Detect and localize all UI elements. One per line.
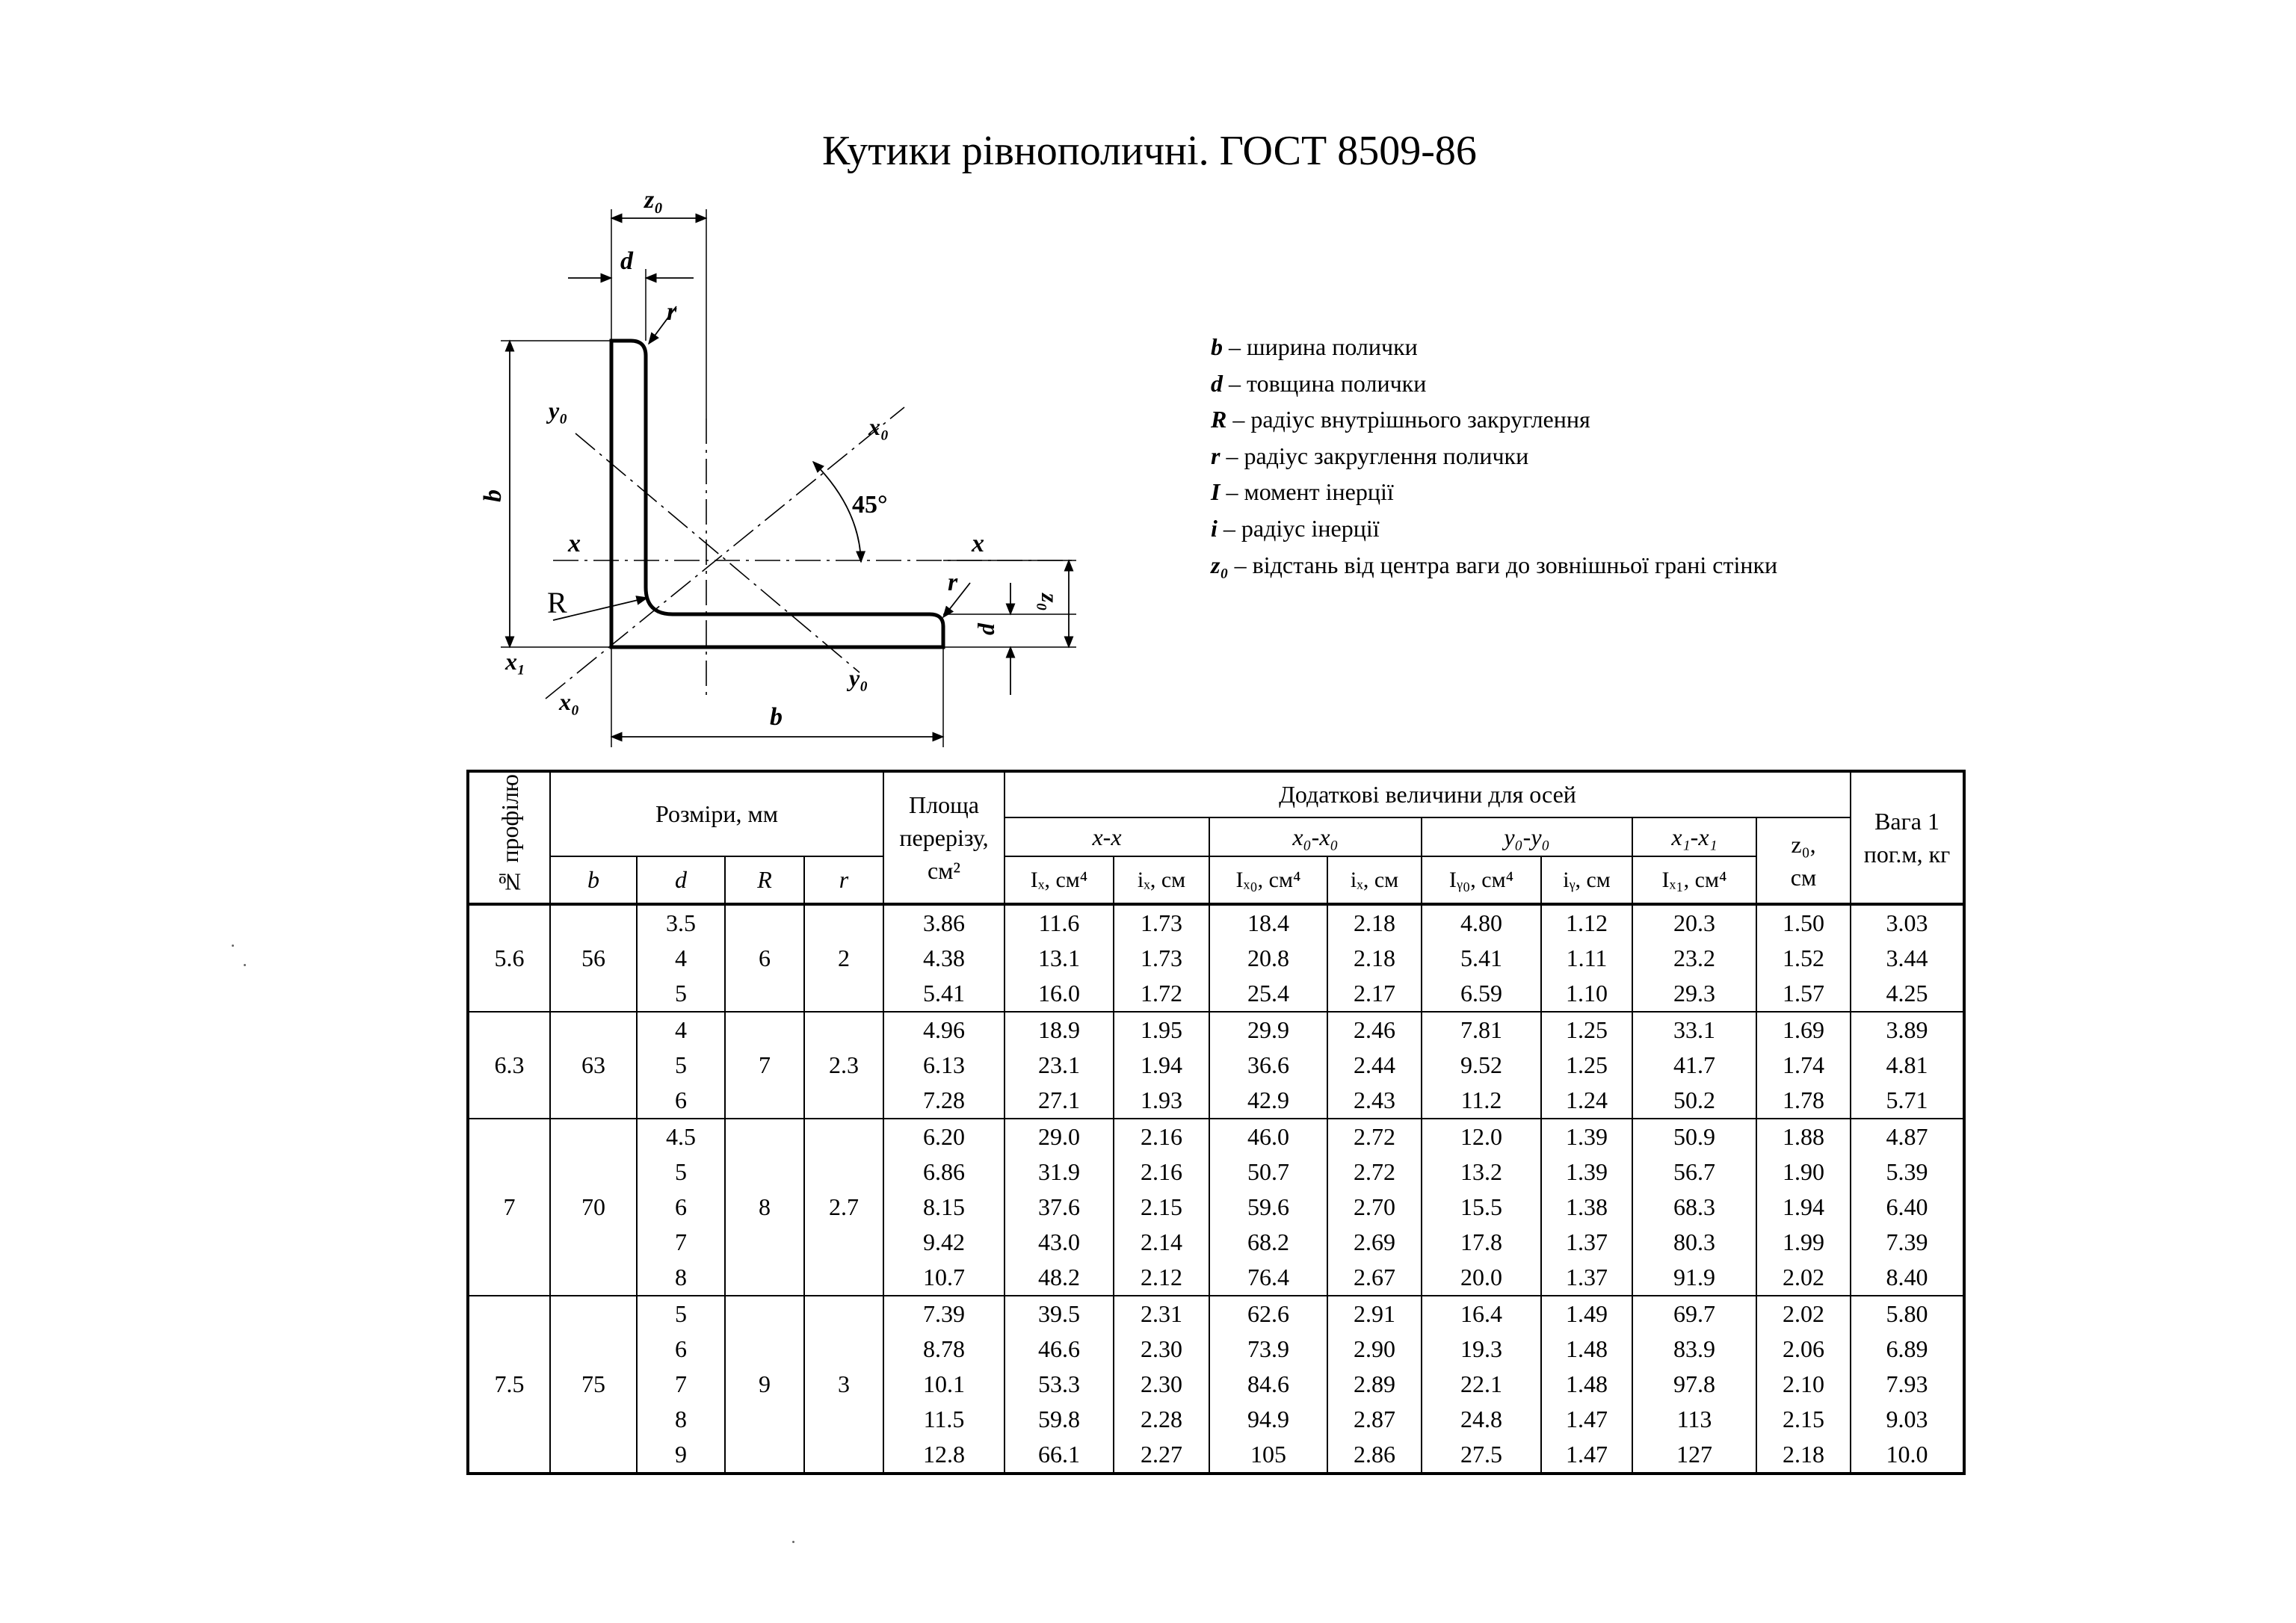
header-b: b (550, 856, 637, 904)
header-z0: z₀, см (1756, 817, 1851, 904)
thickness-values (637, 1296, 725, 1474)
table-cell: 20.8 (1247, 945, 1289, 971)
table-cell: 2.86 (1354, 1441, 1395, 1468)
axis-y0-line (575, 433, 860, 673)
table-cell: 1.39 (1566, 1158, 1608, 1185)
table-cell: 4.80 (1460, 909, 1502, 936)
table-cell: 5.41 (1460, 945, 1502, 971)
table-cell: 15.5 (1460, 1193, 1502, 1220)
table-cell: 2.90 (1354, 1335, 1395, 1362)
legend-item: b – ширина полички (1211, 333, 1418, 360)
table-cell: 46.0 (1247, 1123, 1289, 1150)
table-cell: 2.18 (1783, 1441, 1824, 1468)
ix-values (1114, 1012, 1209, 1119)
table-cell: 5 (675, 1158, 687, 1185)
table-cell: 7.81 (1460, 1016, 1502, 1043)
label-z0-top: z₀ (644, 186, 664, 214)
header-r: r (804, 856, 883, 904)
table-row (468, 904, 1964, 1012)
header-dimensions: Розміри, мм (550, 771, 883, 856)
table-cell: 11.2 (1460, 1086, 1502, 1113)
Ix-values (1004, 1119, 1114, 1296)
label-b-left: b (479, 489, 507, 502)
table-cell: 1.39 (1566, 1123, 1608, 1150)
table-cell: 1.78 (1783, 1086, 1824, 1113)
table-cell: 2.16 (1141, 1123, 1182, 1150)
table-cell: 4 (675, 1016, 687, 1043)
table-cell: 1.57 (1783, 980, 1824, 1007)
table-cell: 16.4 (1460, 1300, 1502, 1327)
table-cell: 7.28 (923, 1086, 965, 1113)
table-cell: 50.7 (1247, 1158, 1289, 1185)
Ix-values (1004, 1296, 1114, 1474)
Ix0-values (1209, 904, 1327, 1012)
label-r-bottom: r (948, 569, 958, 596)
label-b-bottom: b (770, 703, 783, 731)
table-row (468, 1012, 1964, 1119)
table-cell: 22.1 (1460, 1370, 1502, 1397)
table-cell: 59.8 (1038, 1406, 1080, 1432)
Ix1-values (1632, 1012, 1756, 1119)
table-cell: 1.69 (1783, 1016, 1824, 1043)
table-cell: 7.39 (1886, 1228, 1928, 1255)
table-cell: 9.52 (1460, 1051, 1502, 1078)
weight-values (1851, 1012, 1964, 1119)
iy-values (1541, 1012, 1632, 1119)
header-axis-x0x0: x₀-x₀ (1209, 817, 1422, 856)
table-cell: 8.15 (923, 1193, 965, 1220)
table-row (468, 1119, 1964, 1296)
table-cell: 4.96 (923, 1016, 965, 1043)
table-cell: 3.03 (1886, 909, 1928, 936)
table-cell: 9 (675, 1441, 687, 1468)
table-cell: 6 (675, 1086, 687, 1113)
header-ix0: iₓ, см (1327, 856, 1422, 904)
header-ix: iₓ, см (1114, 856, 1209, 904)
label-z0-right: z₀ (1037, 593, 1064, 611)
label-d-right: d (972, 623, 999, 635)
table-cell: 39.5 (1038, 1300, 1080, 1327)
inner-radius: 7 (725, 1012, 804, 1119)
table-cell: 83.9 (1673, 1335, 1715, 1362)
table-cell: 23.2 (1673, 945, 1715, 971)
angle-properties-table (466, 770, 1966, 1475)
table-cell: 43.0 (1038, 1228, 1080, 1255)
table-cell: 36.6 (1247, 1051, 1289, 1078)
table-cell: 66.1 (1038, 1441, 1080, 1468)
table-cell: 2.06 (1783, 1335, 1824, 1362)
table-cell: 4.5 (666, 1123, 696, 1150)
table-cell: 2.72 (1354, 1158, 1395, 1185)
header-Iy0: Iᵧ₀, см⁴ (1422, 856, 1541, 904)
table-cell: 5 (675, 1300, 687, 1327)
table-cell: 10.1 (923, 1370, 965, 1397)
table-cell: 11.6 (1038, 909, 1080, 936)
legend-item: R – радіус внутрішнього закруглення (1211, 406, 1590, 433)
table-cell: 2.10 (1783, 1370, 1824, 1397)
table-cell: 7.93 (1886, 1370, 1928, 1397)
table-cell: 1.48 (1566, 1335, 1608, 1362)
table-cell: 6.89 (1886, 1335, 1928, 1362)
angle-profile-outline (611, 341, 943, 647)
table-cell: 3.5 (666, 909, 696, 936)
label-x1: x₁ (505, 648, 526, 675)
page-title: Кутики рівнополичні. ГОСТ 8509-86 (822, 128, 1477, 174)
table-cell: 94.9 (1247, 1406, 1289, 1432)
label-r-top: r (667, 298, 677, 326)
table-cell: 1.93 (1141, 1086, 1182, 1113)
ix-values (1114, 1119, 1209, 1296)
table-cell: 2.02 (1783, 1264, 1824, 1290)
table-cell: 1.50 (1783, 909, 1824, 936)
thickness-values (637, 1012, 725, 1119)
label-y0-bottom: y₀ (849, 664, 868, 691)
scan-speck (792, 1541, 794, 1543)
table-cell: 6.59 (1460, 980, 1502, 1007)
table-cell: 53.3 (1038, 1370, 1080, 1397)
table-cell: 12.0 (1460, 1123, 1502, 1150)
table-cell: 7.39 (923, 1300, 965, 1327)
table-cell: 1.47 (1566, 1441, 1608, 1468)
table-cell: 24.8 (1460, 1406, 1502, 1432)
table-row (468, 1296, 1964, 1474)
legend-item: i – радіус інерції (1211, 514, 1380, 542)
table-cell: 1.38 (1566, 1193, 1608, 1220)
z0-values (1756, 904, 1851, 1012)
label-d-top: d (620, 247, 633, 275)
table-cell: 2.16 (1141, 1158, 1182, 1185)
table-cell: 12.8 (923, 1441, 965, 1468)
table-cell: 5 (675, 980, 687, 1007)
table-cell: 1.72 (1141, 980, 1182, 1007)
leader-R (553, 598, 647, 620)
header-Ix0: Iₓ₀, см⁴ (1209, 856, 1327, 904)
header-d: d (637, 856, 725, 904)
table-cell: 8 (675, 1264, 687, 1290)
table-cell: 105 (1250, 1441, 1286, 1468)
header-Ix1: Iₓ₁, см⁴ (1632, 856, 1756, 904)
symbols-legend (1211, 329, 1777, 583)
table-cell: 48.2 (1038, 1264, 1080, 1290)
thickness-values (637, 904, 725, 1012)
flange-radius: 2 (804, 904, 883, 1012)
table-cell: 2.30 (1141, 1370, 1182, 1397)
table-cell: 29.3 (1673, 980, 1715, 1007)
table-cell: 1.24 (1566, 1086, 1608, 1113)
table-cell: 29.9 (1247, 1016, 1289, 1043)
table-cell: 17.8 (1460, 1228, 1502, 1255)
table-cell: 6 (675, 1335, 687, 1362)
table-cell: 2.18 (1354, 945, 1395, 971)
Ix0-values (1209, 1012, 1327, 1119)
table-cell: 42.9 (1247, 1086, 1289, 1113)
table-cell: 73.9 (1247, 1335, 1289, 1362)
table-cell: 68.2 (1247, 1228, 1289, 1255)
flange-radius: 3 (804, 1296, 883, 1474)
z0-values (1756, 1012, 1851, 1119)
label-R: R (547, 586, 567, 619)
table-cell: 1.74 (1783, 1051, 1824, 1078)
table-cell: 1.10 (1566, 980, 1608, 1007)
table-cell: 2.69 (1354, 1228, 1395, 1255)
table-cell: 5.41 (923, 980, 965, 1007)
table-cell: 8 (675, 1406, 687, 1432)
table-cell: 1.52 (1783, 945, 1824, 971)
table-cell: 1.94 (1141, 1051, 1182, 1078)
table-cell: 33.1 (1673, 1016, 1715, 1043)
area-values (883, 1012, 1004, 1119)
table-cell: 1.90 (1783, 1158, 1824, 1185)
inner-radius: 6 (725, 904, 804, 1012)
table-cell: 5.80 (1886, 1300, 1928, 1327)
table-cell: 68.3 (1673, 1193, 1715, 1220)
table-cell: 6.13 (923, 1051, 965, 1078)
table-cell: 5.39 (1886, 1158, 1928, 1185)
label-x-right: x (972, 530, 984, 557)
header-Ix: Iₓ, см⁴ (1004, 856, 1114, 904)
table-cell: 31.9 (1038, 1158, 1080, 1185)
table-cell: 2.12 (1141, 1264, 1182, 1290)
table-cell: 1.47 (1566, 1406, 1608, 1432)
table-cell: 3.86 (923, 909, 965, 936)
table-cell: 7 (675, 1228, 687, 1255)
table-cell: 2.15 (1783, 1406, 1824, 1432)
header-R: R (725, 856, 804, 904)
table-cell: 19.3 (1460, 1335, 1502, 1362)
weight-values (1851, 1119, 1964, 1296)
area-values (883, 904, 1004, 1012)
flange-radius: 2.3 (804, 1012, 883, 1119)
angle-profile-drawing (0, 0, 2296, 762)
table-cell: 6 (675, 1193, 687, 1220)
table-cell: 113 (1676, 1406, 1712, 1432)
Ix1-values (1632, 1119, 1756, 1296)
table-cell: 2.18 (1354, 909, 1395, 936)
table-cell: 1.37 (1566, 1228, 1608, 1255)
z0-values (1756, 1119, 1851, 1296)
table-cell: 2.91 (1354, 1300, 1395, 1327)
table-cell: 2.15 (1141, 1193, 1182, 1220)
Ix0-values (1209, 1119, 1327, 1296)
table-cell: 9.42 (923, 1228, 965, 1255)
table-cell: 84.6 (1247, 1370, 1289, 1397)
table-cell: 1.73 (1141, 945, 1182, 971)
flange-width: 75 (550, 1296, 637, 1474)
ix0-values (1327, 1012, 1422, 1119)
table-cell: 2.14 (1141, 1228, 1182, 1255)
table-cell: 4 (675, 945, 687, 971)
label-x0-top: x₀ (868, 413, 889, 440)
table-cell: 69.7 (1673, 1300, 1715, 1327)
header-axis-y0y0: y₀-y₀ (1422, 817, 1632, 856)
table-cell: 10.0 (1886, 1441, 1928, 1468)
table-cell: 91.9 (1673, 1264, 1715, 1290)
table-cell: 8.40 (1886, 1264, 1928, 1290)
table-cell: 2.27 (1141, 1441, 1182, 1468)
table-cell: 80.3 (1673, 1228, 1715, 1255)
flange-width: 63 (550, 1012, 637, 1119)
table-cell: 7 (675, 1370, 687, 1397)
inner-radius: 9 (725, 1296, 804, 1474)
table-cell: 18.4 (1247, 909, 1289, 936)
table-cell: 56.7 (1673, 1158, 1715, 1185)
table-cell: 76.4 (1247, 1264, 1289, 1290)
table-cell: 25.4 (1247, 980, 1289, 1007)
header-iy: iᵧ, см (1541, 856, 1632, 904)
ix-values (1114, 904, 1209, 1012)
area-values (883, 1296, 1004, 1474)
Ix0-values (1209, 1296, 1327, 1474)
table-cell: 2.70 (1354, 1193, 1395, 1220)
table-cell: 1.25 (1566, 1051, 1608, 1078)
table-cell: 59.6 (1247, 1193, 1289, 1220)
ix-values (1114, 1296, 1209, 1474)
table-cell: 18.9 (1038, 1016, 1080, 1043)
table-cell: 29.0 (1038, 1123, 1080, 1150)
table-cell: 16.0 (1038, 980, 1080, 1007)
table-body (468, 904, 1964, 1474)
Ix-values (1004, 904, 1114, 1012)
label-x0-bottom: x₀ (559, 688, 580, 715)
table-cell: 20.3 (1673, 909, 1715, 936)
header-axis-xx: x-x (1004, 817, 1209, 856)
table-cell: 13.2 (1460, 1158, 1502, 1185)
table-cell: 37.6 (1038, 1193, 1080, 1220)
flange-radius: 2.7 (804, 1119, 883, 1296)
table-cell: 5.71 (1886, 1086, 1928, 1113)
table-cell: 50.9 (1673, 1123, 1715, 1150)
table-cell: 2.31 (1141, 1300, 1182, 1327)
ix0-values (1327, 1119, 1422, 1296)
table-cell: 2.87 (1354, 1406, 1395, 1432)
table-cell: 9.03 (1886, 1406, 1928, 1432)
label-x-left: x (568, 530, 581, 557)
inner-radius: 8 (725, 1119, 804, 1296)
table-cell: 1.73 (1141, 909, 1182, 936)
table-cell: 23.1 (1038, 1051, 1080, 1078)
table-cell: 1.11 (1566, 945, 1608, 971)
table-cell: 50.2 (1673, 1086, 1715, 1113)
profile-number: 5.6 (468, 904, 550, 1012)
header-area: Площа перерізу, см² (883, 771, 1004, 904)
table-cell: 2.17 (1354, 980, 1395, 1007)
table-cell: 62.6 (1247, 1300, 1289, 1327)
ix0-values (1327, 1296, 1422, 1474)
table-cell: 1.95 (1141, 1016, 1182, 1043)
table-cell: 2.28 (1141, 1406, 1182, 1432)
table-cell: 1.49 (1566, 1300, 1608, 1327)
legend-item: r – радіус закруглення полички (1211, 442, 1529, 469)
table-cell: 41.7 (1673, 1051, 1715, 1078)
Ix1-values (1632, 904, 1756, 1012)
z0-values (1756, 1296, 1851, 1474)
scan-speck (232, 945, 234, 947)
table-cell: 27.1 (1038, 1086, 1080, 1113)
iy-values (1541, 1119, 1632, 1296)
table-cell: 10.7 (923, 1264, 965, 1290)
table-cell: 5 (675, 1051, 687, 1078)
profile-number: 7.5 (468, 1296, 550, 1474)
table-cell: 27.5 (1460, 1441, 1502, 1468)
table-cell: 2.44 (1354, 1051, 1395, 1078)
flange-width: 70 (550, 1119, 637, 1296)
table-cell: 6.86 (923, 1158, 965, 1185)
table-cell: 1.12 (1566, 909, 1608, 936)
profile-number: 7 (468, 1119, 550, 1296)
table-cell: 1.25 (1566, 1016, 1608, 1043)
table-cell: 3.89 (1886, 1016, 1928, 1043)
header-weight: Вага 1 пог.м, кг (1851, 771, 1964, 904)
table-cell: 1.94 (1783, 1193, 1824, 1220)
table-cell: 8.78 (923, 1335, 965, 1362)
thickness-values (637, 1119, 725, 1296)
legend-item: I – момент інерції (1211, 478, 1394, 506)
iy-values (1541, 904, 1632, 1012)
table-cell: 127 (1676, 1441, 1712, 1468)
table-cell: 46.6 (1038, 1335, 1080, 1362)
flange-width: 56 (550, 904, 637, 1012)
table-cell: 4.25 (1886, 980, 1928, 1007)
table-cell: 2.46 (1354, 1016, 1395, 1043)
table-cell: 13.1 (1038, 945, 1080, 971)
table-cell: 4.87 (1886, 1123, 1928, 1150)
table-cell: 4.81 (1886, 1051, 1928, 1078)
weight-values (1851, 904, 1964, 1012)
Iy0-values (1422, 1119, 1541, 1296)
ix0-values (1327, 904, 1422, 1012)
table-cell: 1.48 (1566, 1370, 1608, 1397)
table-cell: 2.89 (1354, 1370, 1395, 1397)
axis-x0-line (546, 407, 904, 699)
table-cell: 6.40 (1886, 1193, 1928, 1220)
profile-number: 6.3 (468, 1012, 550, 1119)
label-y0-top: y₀ (549, 397, 568, 424)
table-cell: 20.0 (1460, 1264, 1502, 1290)
Iy0-values (1422, 904, 1541, 1012)
table-cell: 1.99 (1783, 1228, 1824, 1255)
table-cell: 2.02 (1783, 1300, 1824, 1327)
table-cell: 1.88 (1783, 1123, 1824, 1150)
table-cell: 97.8 (1673, 1370, 1715, 1397)
table-cell: 3.44 (1886, 945, 1928, 971)
iy-values (1541, 1296, 1632, 1474)
Ix1-values (1632, 1296, 1756, 1474)
table-cell: 2.72 (1354, 1123, 1395, 1150)
header-additional: Додаткові величини для осей (1004, 771, 1851, 817)
table-cell: 1.37 (1566, 1264, 1608, 1290)
area-values (883, 1119, 1004, 1296)
header-profile-no: № профілю (468, 771, 550, 904)
Ix-values (1004, 1012, 1114, 1119)
legend-item: d – товщина полички (1211, 369, 1427, 397)
scan-speck (244, 964, 246, 966)
table-cell: 4.38 (923, 945, 965, 971)
header-axis-x1x1: x₁-x₁ (1632, 817, 1756, 856)
table-cell: 11.5 (923, 1406, 965, 1432)
weight-values (1851, 1296, 1964, 1474)
table-cell: 2.30 (1141, 1335, 1182, 1362)
table-cell: 6.20 (923, 1123, 965, 1150)
Iy0-values (1422, 1296, 1541, 1474)
table-cell: 2.43 (1354, 1086, 1395, 1113)
Iy0-values (1422, 1012, 1541, 1119)
label-angle: 45° (852, 491, 888, 519)
legend-item: z₀ – відстань від центра ваги до зовнішньої грані стінки (1211, 551, 1778, 578)
table-cell: 2.67 (1354, 1264, 1395, 1290)
